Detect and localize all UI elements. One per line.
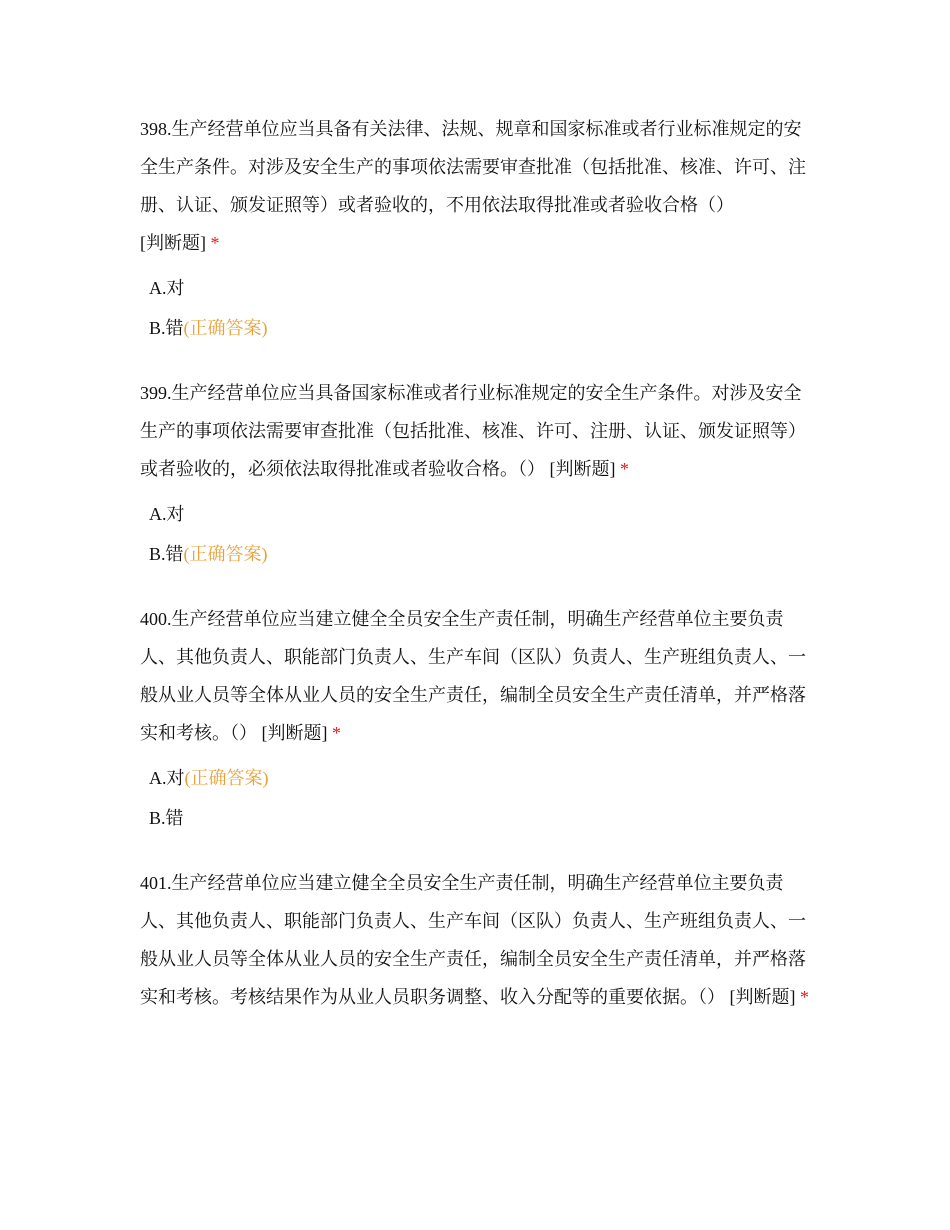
option-a [140,494,812,534]
option-label: B.错 [149,808,184,828]
option-b [140,798,812,838]
question-type-label: [判断题] [729,987,796,1007]
question-text: 400.生产经营单位应当建立健全全员安全生产责任制，明确生产经营单位主要负责人、其他负责人、职能部门负责人、生产车间（区队）负责人、生产班组负责人、一般从业人员等全体从业人员的安全生产责任，编制全员安全生产责任清单，并严格落实和考核。（） [140,609,806,743]
option-label: B.错 [149,318,184,338]
required-mark: * [332,723,341,743]
option-label: B.错 [149,544,184,564]
question-list [140,110,812,1042]
question-text: 399.生产经营单位应当具备国家标准或者行业标准规定的安全生产条件。对涉及安全生产的事项依法需要审查批准（包括批准、核准、许可、注册、认证、颁发证照等）或者验收的，必须依法取得批准或者验收合格。（） [140,383,806,479]
question-stem [140,864,812,1016]
question-type-label: [判断题] [140,233,206,253]
option-list [140,268,812,348]
question-type-label: [判断题] [549,459,616,479]
question-stem [140,600,812,752]
question-stem [140,374,812,488]
option-b [140,534,812,574]
correct-answer-mark: (正确答案) [183,544,268,564]
question-type [730,987,810,1007]
option-label: A.对 [149,768,185,788]
option-label: A.对 [149,504,185,524]
correct-answer-mark: (正确答案) [183,318,268,338]
option-a [140,758,812,798]
required-mark: * [620,459,629,479]
question-401 [140,864,812,1016]
correct-answer-mark: (正确答案) [184,768,269,788]
question-type [140,233,220,253]
question-400 [140,600,812,838]
question-text: 401.生产经营单位应当建立健全全员安全生产责任制，明确生产经营单位主要负责人、其他负责人、职能部门负责人、生产车间（区队）负责人、生产班组负责人、一般从业人员等全体从业人员的安全生产责任，编制全员安全生产责任清单，并严格落实和考核。考核结果作为从业人员职务调整、收入分配等的重要依据。（） [140,873,806,1007]
option-list [140,758,812,838]
question-text: 398.生产经营单位应当具备有关法律、法规、规章和国家标准或者行业标准规定的安全生产条件。对涉及安全生产的事项依法需要审查批准（包括批准、核准、许可、注册、认证、颁发证照等）或者验收的，不用依法取得批准或者验收合格（） [140,119,806,215]
option-a [140,268,812,308]
question-398 [140,110,812,348]
question-399 [140,374,812,574]
option-b [140,308,812,348]
required-mark: * [210,233,220,253]
question-type [550,459,630,479]
question-type-label: [判断题] [261,723,328,743]
required-mark: * [800,987,809,1007]
option-list [140,494,812,574]
option-label: A.对 [149,278,185,298]
question-type [262,723,342,743]
question-stem [140,110,812,262]
